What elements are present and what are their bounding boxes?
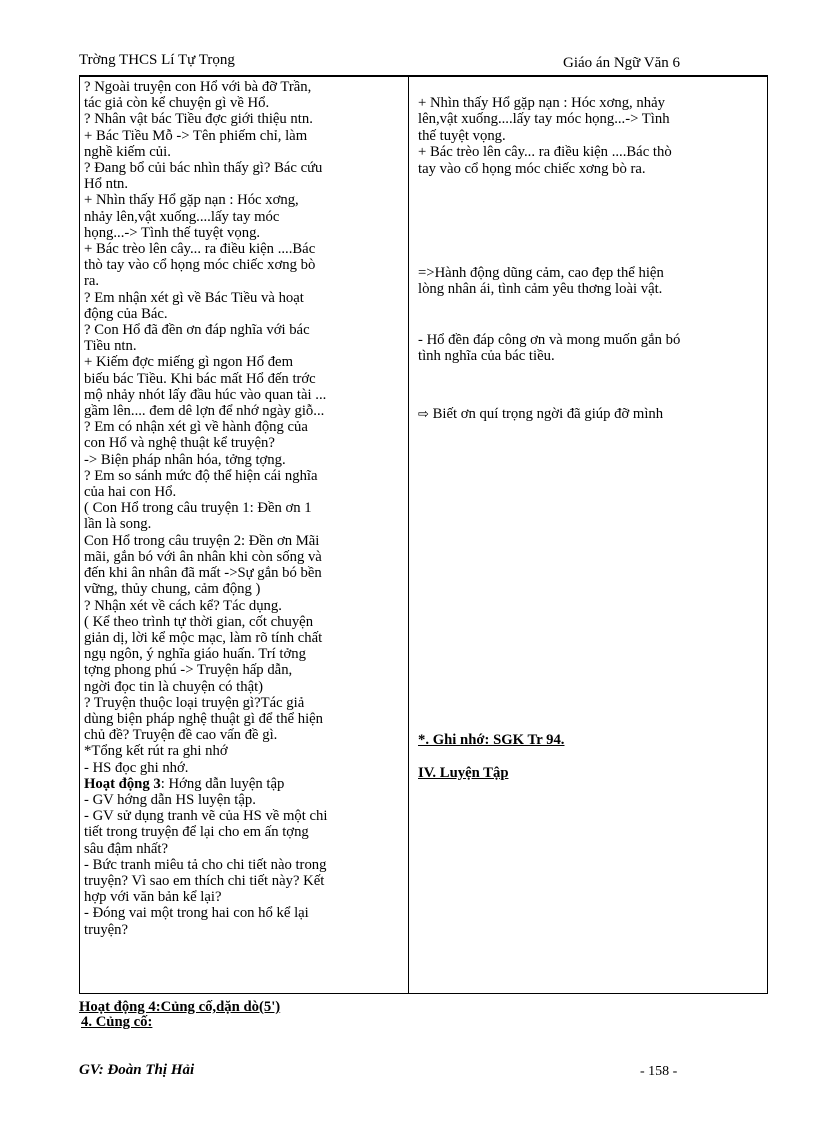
double-arrow-icon: ⇨ bbox=[418, 407, 429, 422]
teacher-name: GV: Đoàn Thị Hải bbox=[79, 1062, 195, 1078]
right-line: lòng nhân ái, tình cảm yêu thơng loài vật. bbox=[418, 281, 663, 297]
left-line: ? Đang bổ củi bác nhìn thấy gì? Bác cứu bbox=[84, 160, 323, 177]
left-line: mãi, gắn bó với ân nhân khi còn sống và bbox=[84, 548, 322, 565]
left-line: truyện? Vì sao em thích chi tiết này? Kết bbox=[84, 872, 325, 889]
left-line: giản dị, lời kể mộc mạc, làm rõ tính chất bbox=[84, 629, 323, 646]
left-line: truyện? bbox=[84, 921, 129, 938]
activity-3-text: : Hớng dẫn luyện tập bbox=[160, 775, 285, 792]
left-line: ? Em có nhận xét gì về hành động của bbox=[84, 419, 308, 436]
left-line: tác giả còn kể chuyện gì về Hổ. bbox=[84, 95, 270, 112]
left-line: ? Nhân vật bác Tiều đợc giới thiệu ntn. bbox=[84, 111, 313, 128]
left-line: Tiều ntn. bbox=[84, 338, 137, 355]
left-line: *Tổng kết rút ra ghi nhớ bbox=[84, 743, 228, 760]
right-line: =>Hành động dũng cảm, cao đẹp thể hiện bbox=[418, 265, 664, 281]
consolidation-heading: 4. Củng cố: bbox=[81, 1014, 153, 1030]
left-line: ngụ ngôn, ý nghĩa giáo huấn. Trí tởng bbox=[84, 646, 306, 663]
left-line: nhảy lên,vật xuống....lấy tay móc bbox=[84, 208, 280, 225]
page-number: - 158 - bbox=[640, 1064, 678, 1079]
left-line: chủ đề? Truyện đề cao vấn đề gì. bbox=[84, 727, 278, 744]
left-line bbox=[84, 776, 402, 792]
left-line: của hai con Hổ. bbox=[84, 484, 177, 501]
left-line: biếu bác Tiều. Khi bác mất Hổ đến trớc bbox=[84, 370, 316, 387]
activity-4-heading: Hoạt động 4:Củng cố,dặn dò(5') bbox=[79, 999, 281, 1015]
column-divider bbox=[408, 77, 409, 993]
left-line: dùng biện pháp nghệ thuật gì để thể hiện bbox=[84, 710, 324, 727]
left-line: ? Em so sánh mức độ thể hiện cái nghĩa bbox=[84, 467, 318, 484]
left-line: ? Ngoài truyện con Hổ với bà đỡ Trần, bbox=[84, 79, 312, 95]
left-line: đến khi ân nhân đã mất ->Sự gắn bó bền bbox=[84, 565, 322, 582]
teacher-activity-column bbox=[84, 79, 402, 938]
left-line: + Bác trèo lên cây... ra điều kiện ....Bác bbox=[84, 241, 316, 258]
left-line: mộ nhảy nhót lấy đầu húc vào quan tài ... bbox=[84, 386, 327, 403]
left-line: - GV sử dụng tranh vẽ của HS về một chi bbox=[84, 808, 328, 825]
left-line: ngời đọc tin là chuyện có thật) bbox=[84, 678, 264, 695]
right-line: - Hổ đền đáp công ơn và mong muốn gắn bó bbox=[418, 332, 681, 348]
school-name: Trờng THCS Lí Tự Trọng bbox=[79, 52, 235, 68]
subject-title: Giáo án Ngữ Văn 6 bbox=[563, 55, 680, 71]
left-line: ( Kể theo trình tự thời gian, cốt chuyện bbox=[84, 613, 314, 630]
right-line: thế tuyệt vọng. bbox=[418, 128, 506, 144]
right-line: tay vào cổ họng móc chiếc xơng bò ra. bbox=[418, 161, 646, 177]
left-line: gầm lên.... đem dê lợn để nhớ ngày giỗ... bbox=[84, 403, 325, 420]
left-line: ? Nhận xét về cách kể? Tác dụng. bbox=[84, 597, 282, 614]
left-line: vững, thủy chung, cảm động ) bbox=[84, 581, 261, 598]
left-line: họng...-> Tình thế tuyệt vọng. bbox=[84, 224, 261, 241]
left-line: tợng phong phú -> Truyện hấp dẫn, bbox=[84, 662, 293, 679]
left-line: động của Bác. bbox=[84, 305, 168, 322]
left-line: - Đóng vai một trong hai con hổ kể lại bbox=[84, 905, 309, 922]
conclusion-text: Biết ơn quí trọng ngời đã giúp đỡ mình bbox=[432, 406, 664, 422]
left-line: Con Hổ trong câu truyện 2: Đền ơn Mãi bbox=[84, 532, 320, 549]
left-line: sâu đậm nhất? bbox=[84, 840, 169, 857]
left-line: ? Em nhận xét gì về Bác Tiều và hoạt bbox=[84, 289, 304, 306]
left-line: con Hổ và nghệ thuật kể truyện? bbox=[84, 435, 275, 452]
left-line: ra. bbox=[84, 273, 100, 290]
left-line: ? Truyện thuộc loại truyện gì?Tác giả bbox=[84, 694, 305, 711]
left-line: nghề kiếm củi. bbox=[84, 143, 171, 160]
left-line: tiết trong truyện để lại cho em ấn tợng bbox=[84, 824, 309, 841]
remember-note: *. Ghi nhớ: SGK Tr 94. bbox=[418, 732, 565, 748]
lesson-table bbox=[79, 76, 768, 994]
right-line: tình nghĩa của bác tiều. bbox=[418, 348, 555, 364]
practice-heading: IV. Luyện Tập bbox=[418, 765, 509, 781]
right-line: lên,vật xuống....lấy tay móc họng...-> Tình bbox=[418, 111, 670, 127]
left-line: Hổ ntn. bbox=[84, 176, 129, 193]
left-line: + Nhìn thấy Hổ gặp nạn : Hóc xơng, bbox=[84, 192, 299, 209]
left-line: hợp với văn bản kể lại? bbox=[84, 889, 222, 906]
left-line: lần là song. bbox=[84, 516, 152, 533]
left-line: - Bức tranh miêu tả cho chi tiết nào trong bbox=[84, 856, 327, 873]
right-line: + Bác trèo lên cây... ra điều kiện ....Bác thò bbox=[418, 144, 672, 160]
left-line: + Bác Tiều Mỗ -> Tên phiếm chỉ, làm bbox=[84, 127, 308, 144]
left-line: ( Con Hổ trong câu truyện 1: Đền ơn 1 bbox=[84, 500, 312, 517]
conclusion-line bbox=[418, 406, 663, 423]
left-line: + Kiếm đợc miếng gì ngon Hổ đem bbox=[84, 354, 293, 371]
left-line: -> Biện pháp nhân hóa, tởng tợng. bbox=[84, 451, 286, 468]
activity-3-label: Hoạt động 3 bbox=[84, 775, 161, 792]
right-line: + Nhìn thấy Hổ gặp nạn : Hóc xơng, nhảy bbox=[418, 95, 665, 111]
left-line: - GV hớng dẫn HS luyện tập. bbox=[84, 791, 256, 808]
left-line: - HS đọc ghi nhớ. bbox=[84, 759, 189, 776]
left-line: ? Con Hổ đã đền ơn đáp nghĩa với bác bbox=[84, 322, 310, 339]
left-line: thò tay vào cổ họng móc chiếc xơng bò bbox=[84, 257, 316, 274]
